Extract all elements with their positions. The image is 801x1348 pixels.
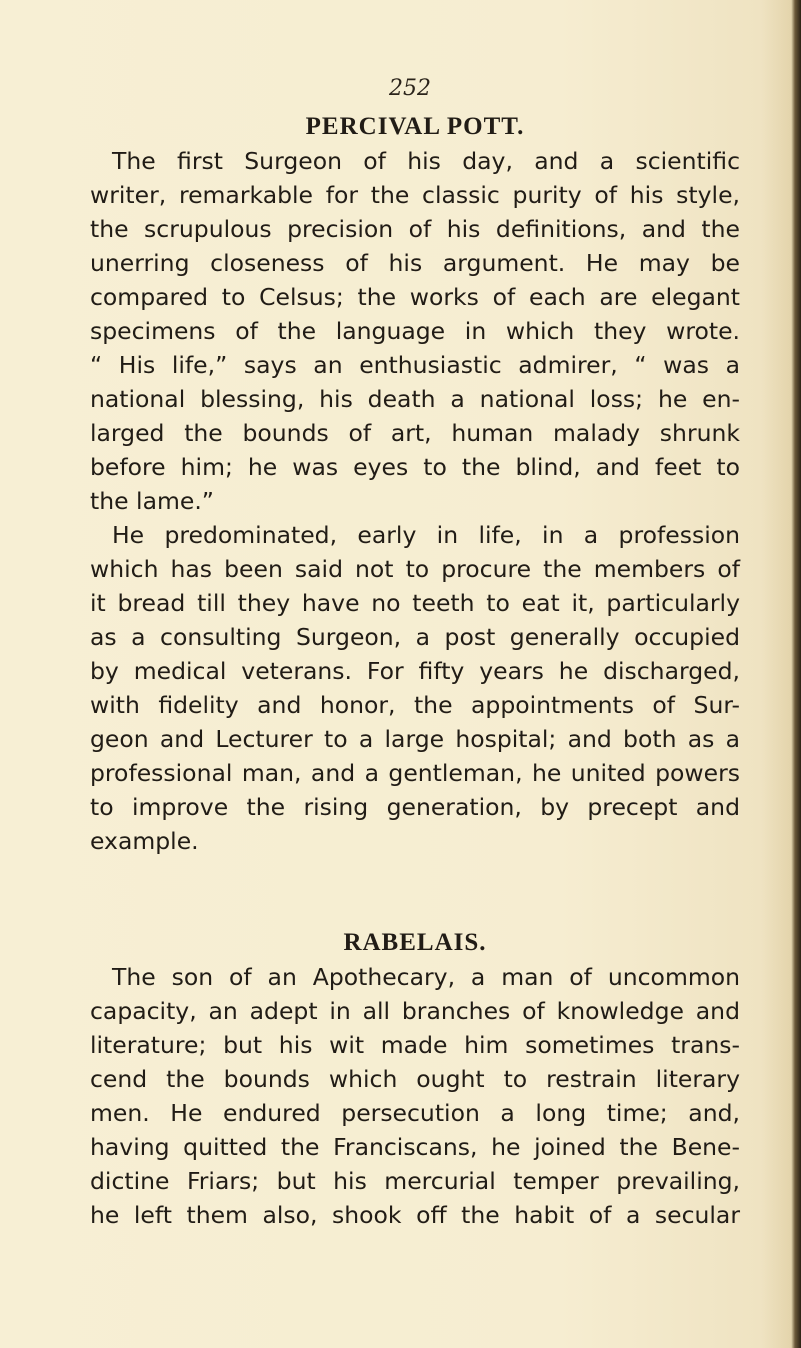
text-line: cend the bounds which ought to restrain literary [90, 1065, 740, 1093]
text-block [90, 110, 740, 1232]
text-line: The first Surgeon of his day, and a scientific [112, 147, 740, 175]
text-line: as a consulting Surgeon, a post generally occupied [90, 623, 740, 651]
text-line: unerring closeness of his argument. He may be [90, 249, 740, 277]
text-line: having quitted the Franciscans, he joined the Bene- [90, 1133, 740, 1161]
text-line: example. [90, 827, 199, 855]
paragraph-pott-2 [90, 518, 740, 858]
text-line: before him; he was eyes to the blind, and feet to [90, 453, 740, 481]
text-line: national blessing, his death a national loss; he en- [90, 385, 740, 413]
text-line: dictine Friars; but his mercurial temper prevailing, [90, 1167, 740, 1195]
text-line: men. He endured persecution a long time; and, [90, 1099, 740, 1127]
text-line: to improve the rising generation, by precept and [90, 793, 740, 821]
page-number: 252 [389, 76, 431, 101]
text-line: he left them also, shook off the habit of a secular [90, 1201, 740, 1229]
text-line: larged the bounds of art, human malady shrunk [90, 419, 740, 447]
section-heading-rabelais: RABELAIS. [343, 929, 487, 956]
text-line: which has been said not to procure the members of [90, 555, 740, 583]
text-line: it bread till they have no teeth to eat it, particularly [90, 589, 740, 617]
text-line: writer, remarkable for the classic purity of his style, [90, 181, 740, 209]
text-line: capacity, an adept in all branches of knowledge and [90, 997, 740, 1025]
section-heading-pott: PERCIVAL POTT. [305, 113, 525, 140]
text-line: by medical veterans. For fifty years he discharged, [90, 657, 740, 685]
text-line: the lame.” [90, 487, 214, 515]
text-line: professional man, and a gentleman, he united powers [90, 759, 740, 787]
text-line: the scrupulous precision of his definitions, and the [90, 215, 740, 243]
page-edge-shadow [791, 0, 801, 1348]
text-line: The son of an Apothecary, a man of uncommon [112, 963, 740, 991]
text-line: “ His life,” says an enthusiastic admirer, “ was a [90, 351, 740, 379]
paragraph-rabelais-1 [90, 960, 740, 1232]
text-line: He predominated, early in life, in a profession [112, 521, 740, 549]
text-line: compared to Celsus; the works of each are elegant [90, 283, 740, 311]
text-line: geon and Lecturer to a large hospital; and both as a [90, 725, 740, 753]
paragraph-pott-1 [90, 144, 740, 518]
text-line: specimens of the language in which they wrote. [90, 317, 740, 345]
text-line: literature; but his wit made him sometimes trans- [90, 1031, 740, 1059]
text-line: with fidelity and honor, the appointments of Sur- [90, 691, 740, 719]
